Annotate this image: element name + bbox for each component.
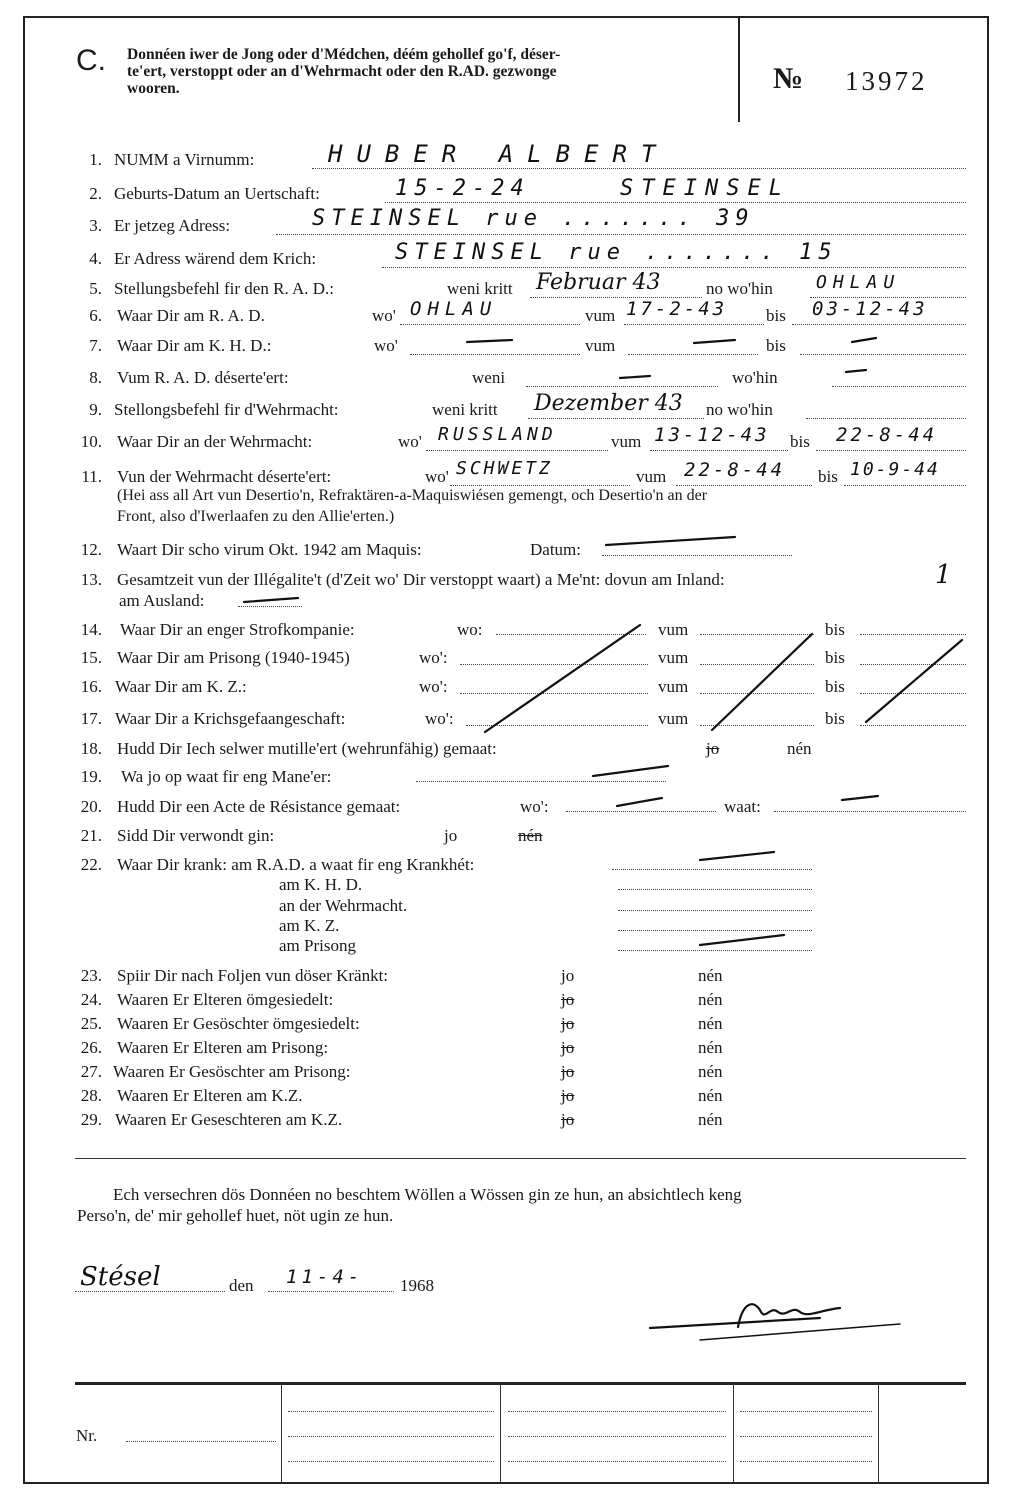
datum-label: Datum: — [530, 540, 581, 559]
birth-date: 15-2-24 — [395, 176, 530, 201]
weni-kritt-label: weni kritt — [432, 400, 498, 419]
wehrmacht-to-value: 22-8-44 — [836, 424, 938, 446]
bis-label: bis — [825, 677, 845, 696]
row-number: 9. — [89, 400, 102, 419]
war-address-value: STEINSEL rue ....... 15 — [395, 240, 838, 265]
rad-where-value: OHLAU — [410, 298, 498, 320]
illegal-time-inland: 1 — [935, 560, 952, 590]
wo-label: wo' — [372, 306, 396, 325]
ausland-label: am Ausland: — [119, 591, 205, 610]
no-wohin-label: no wo'hin — [706, 400, 773, 419]
bis-label: bis — [825, 648, 845, 667]
wo-label: wo' — [425, 467, 449, 486]
rad-order-label: Stellungsbefehl fir den R. A. D.: — [114, 279, 335, 298]
wo-label: wo' — [374, 336, 398, 355]
parents-kz-jo: jo — [561, 1086, 575, 1105]
wehrmacht-where-value: RUSSLAND — [438, 424, 557, 445]
wo-label: wo: — [457, 620, 483, 639]
section-letter: C. — [76, 44, 106, 77]
bis-label: bis — [766, 306, 786, 325]
row-number: 7. — [89, 336, 102, 355]
rad-label: Waar Dir am R. A. D. — [117, 306, 265, 325]
sick-label: Waar Dir krank: am R.A.D. a waat fir eng Krankhét: — [117, 855, 475, 874]
row-number: 22. — [80, 855, 102, 874]
den-label: den — [229, 1276, 254, 1295]
no-wohin-label: no wo'hin — [706, 279, 773, 298]
wounded-jo: jo — [444, 826, 458, 845]
parents-resettled-jo: jo — [561, 990, 575, 1009]
desert-where-value: SCHWETZ — [456, 458, 553, 479]
row-number: 21. — [80, 826, 102, 845]
bis-label: bis — [825, 709, 845, 728]
wounded-nen: nén — [518, 826, 543, 845]
strafkompanie-label: Waar Dir an enger Strofkompanie: — [120, 620, 355, 639]
row-number: 26. — [80, 1038, 102, 1057]
row-number: 13. — [80, 570, 102, 589]
weni-kritt-label: weni kritt — [447, 279, 513, 298]
mutilation-how-label: Wa jo op waat fir eng Mane'er: — [121, 767, 332, 786]
row-number: 15. — [80, 648, 102, 667]
desert-label: Vun der Wehrmacht déserte'ert: — [117, 467, 332, 486]
siblings-kz-jo: jo — [561, 1110, 575, 1129]
khd-label: Waar Dir am K. H. D.: — [117, 336, 272, 355]
siblings-resettled-jo: jo — [561, 1014, 575, 1033]
declaration-line-2: Perso'n, de' mir gehollef huet, nöt ugin ze hun. — [77, 1206, 394, 1225]
wounded-label: Sidd Dir verwondt gin: — [117, 826, 275, 845]
sick-kz-label: am K. Z. — [279, 916, 340, 935]
wehrmacht-label: Waar Dir an der Wehrmacht: — [117, 432, 313, 451]
bis-label: bis — [825, 620, 845, 639]
sick-wehrmacht-label: an der Wehrmacht. — [279, 896, 408, 915]
desert-note-line-1: (Hei ass all Art vun Desertio'n, Refraktären-a-Maquiswiésen gemengt, och Desertio'n an der — [117, 487, 708, 504]
row-number: 2. — [89, 184, 102, 203]
wo-label: wo': — [419, 648, 448, 667]
signature-year: 1968 — [400, 1276, 434, 1295]
vum-label: vum — [611, 432, 642, 451]
row-number: 8. — [89, 368, 102, 387]
row-number: 24. — [80, 990, 102, 1009]
header-line-1: Donnéen iwer de Jong oder d'Médchen, déém gehollef go'f, déser- — [127, 46, 561, 63]
weni-label: weni — [472, 368, 506, 387]
desert-from-value: 22-8-44 — [684, 459, 786, 481]
siblings-resettled-nen: nén — [698, 1014, 723, 1033]
row-number: 27. — [80, 1062, 102, 1081]
siblings-resettled-label: Waaren Er Gesöschter ömgesiedelt: — [117, 1014, 360, 1033]
parents-prison-nen: nén — [698, 1038, 723, 1057]
wehrmacht-order-when: Dezember 43 — [534, 391, 683, 416]
birth-place: STEINSEL — [620, 176, 790, 201]
rad-order-where: OHLAU — [816, 272, 901, 293]
war-address-label: Er Adress wärend dem Krich: — [114, 249, 317, 268]
vum-label: vum — [658, 709, 689, 728]
row-number: 16. — [80, 677, 102, 696]
signature-date: 11-4- — [286, 1266, 364, 1288]
wo-label: wo': — [425, 709, 454, 728]
parents-resettled-nen: nén — [698, 990, 723, 1009]
mutilation-jo: jo — [706, 739, 720, 758]
address-value: STEINSEL rue ....... 39 — [312, 206, 755, 231]
consequences-nen: nén — [698, 966, 723, 985]
vum-label: vum — [658, 648, 689, 667]
row-number: 14. — [80, 620, 102, 639]
prison-label: Waar Dir am Prisong (1940-1945) — [117, 648, 350, 667]
row-number: 12. — [80, 540, 102, 559]
row-number: 19. — [80, 767, 102, 786]
parents-kz-label: Waaren Er Elteren am K.Z. — [117, 1086, 303, 1105]
wo-label: wo': — [520, 797, 549, 816]
rad-order-when: Februar 43 — [536, 270, 661, 295]
siblings-prison-label: Waaren Er Gesöschter am Prisong: — [113, 1062, 351, 1081]
siblings-prison-jo: jo — [561, 1062, 575, 1081]
wo-label: wo': — [419, 677, 448, 696]
rad-from-value: 17-2-43 — [626, 298, 728, 320]
header-line-2: te'ert, verstoppt oder an d'Wehrmacht oder den R.AD. gezwonge — [127, 63, 557, 80]
signature-place: Stésel — [80, 1262, 161, 1292]
resistance-label: Hudd Dir een Acte de Résistance gemaat: — [117, 797, 401, 816]
illegal-time-label: Gesamtzeit vun der Illégalite't (d'Zeit wo' Dir verstoppt waart) a Me'nt: dovun am Inland: — [117, 570, 725, 589]
rad-to-value: 03-12-43 — [812, 298, 928, 320]
consequences-jo: jo — [561, 966, 575, 985]
maquis-label: Waart Dir scho virum Okt. 1942 am Maquis: — [117, 540, 422, 559]
wo-label: wo' — [398, 432, 422, 451]
siblings-prison-nen: nén — [698, 1062, 723, 1081]
declaration-line-1: Ech versechren dös Donnéen no beschtem Wöllen a Wössen gin ze hun, an absichtlech keng — [113, 1185, 742, 1204]
vum-label: vum — [585, 306, 616, 325]
wehrmacht-order-label: Stellongsbefehl fir d'Wehrmacht: — [114, 400, 339, 419]
row-number: 20. — [80, 797, 102, 816]
row-number: 17. — [80, 709, 102, 728]
nr-label: Nr. — [76, 1426, 98, 1445]
row-number: 18. — [80, 739, 102, 758]
pow-label: Waar Dir a Krichsgefaangeschaft: — [115, 709, 346, 728]
row-number: 1. — [89, 150, 102, 169]
sick-prison-label: am Prisong — [279, 936, 356, 955]
parents-kz-nen: nén — [698, 1086, 723, 1105]
sick-khd-label: am K. H. D. — [279, 875, 363, 894]
row-number: 29. — [80, 1110, 102, 1129]
birth-label: Geburts-Datum an Uertschaft: — [114, 184, 320, 203]
row-number: 23. — [80, 966, 102, 985]
desert-to-value: 10-9-44 — [850, 459, 940, 480]
siblings-kz-label: Waaren Er Geseschteren am K.Z. — [115, 1110, 343, 1129]
consequences-label: Spiir Dir nach Foljen vun döser Kränkt: — [117, 966, 389, 985]
wohin-label: wo'hin — [732, 368, 778, 387]
siblings-kz-nen: nén — [698, 1110, 723, 1129]
parents-prison-jo: jo — [561, 1038, 575, 1057]
row-number: 6. — [89, 306, 102, 325]
parents-prison-label: Waaren Er Elteren am Prisong: — [117, 1038, 329, 1057]
address-label: Er jetzeg Adress: — [114, 216, 231, 235]
bis-label: bis — [766, 336, 786, 355]
number-symbol: № — [773, 62, 804, 95]
mutilation-nen: nén — [787, 739, 812, 758]
wehrmacht-from-value: 13-12-43 — [654, 424, 770, 446]
row-number: 5. — [89, 279, 102, 298]
bis-label: bis — [790, 432, 810, 451]
vum-label: vum — [636, 467, 667, 486]
row-number: 28. — [80, 1086, 102, 1105]
header-line-3: wooren. — [127, 80, 180, 97]
row-number: 11. — [81, 467, 102, 486]
vum-label: vum — [585, 336, 616, 355]
mutilation-label: Hudd Dir Iech selwer mutille'ert (wehrunfähig) gemaat: — [117, 739, 497, 758]
kz-label: Waar Dir am K. Z.: — [115, 677, 247, 696]
name-label: NUMM a Virnumm: — [114, 150, 255, 169]
vum-label: vum — [658, 677, 689, 696]
waat-label: waat: — [724, 797, 761, 816]
vum-label: vum — [658, 620, 689, 639]
row-number: 25. — [80, 1014, 102, 1033]
bis-label: bis — [818, 467, 838, 486]
row-number: 10. — [80, 432, 102, 451]
row-number: 3. — [89, 216, 102, 235]
row-number: 4. — [89, 249, 102, 268]
form-number: 13972 — [845, 66, 928, 96]
desert-note-line-2: Front, also d'Iwerlaafen zu den Allie'erten.) — [117, 508, 395, 525]
parents-resettled-label: Waaren Er Elteren ömgesiedelt: — [117, 990, 334, 1009]
rad-desert-label: Vum R. A. D. déserte'ert: — [117, 368, 289, 387]
name-value: HUBER ALBERT — [328, 140, 670, 168]
